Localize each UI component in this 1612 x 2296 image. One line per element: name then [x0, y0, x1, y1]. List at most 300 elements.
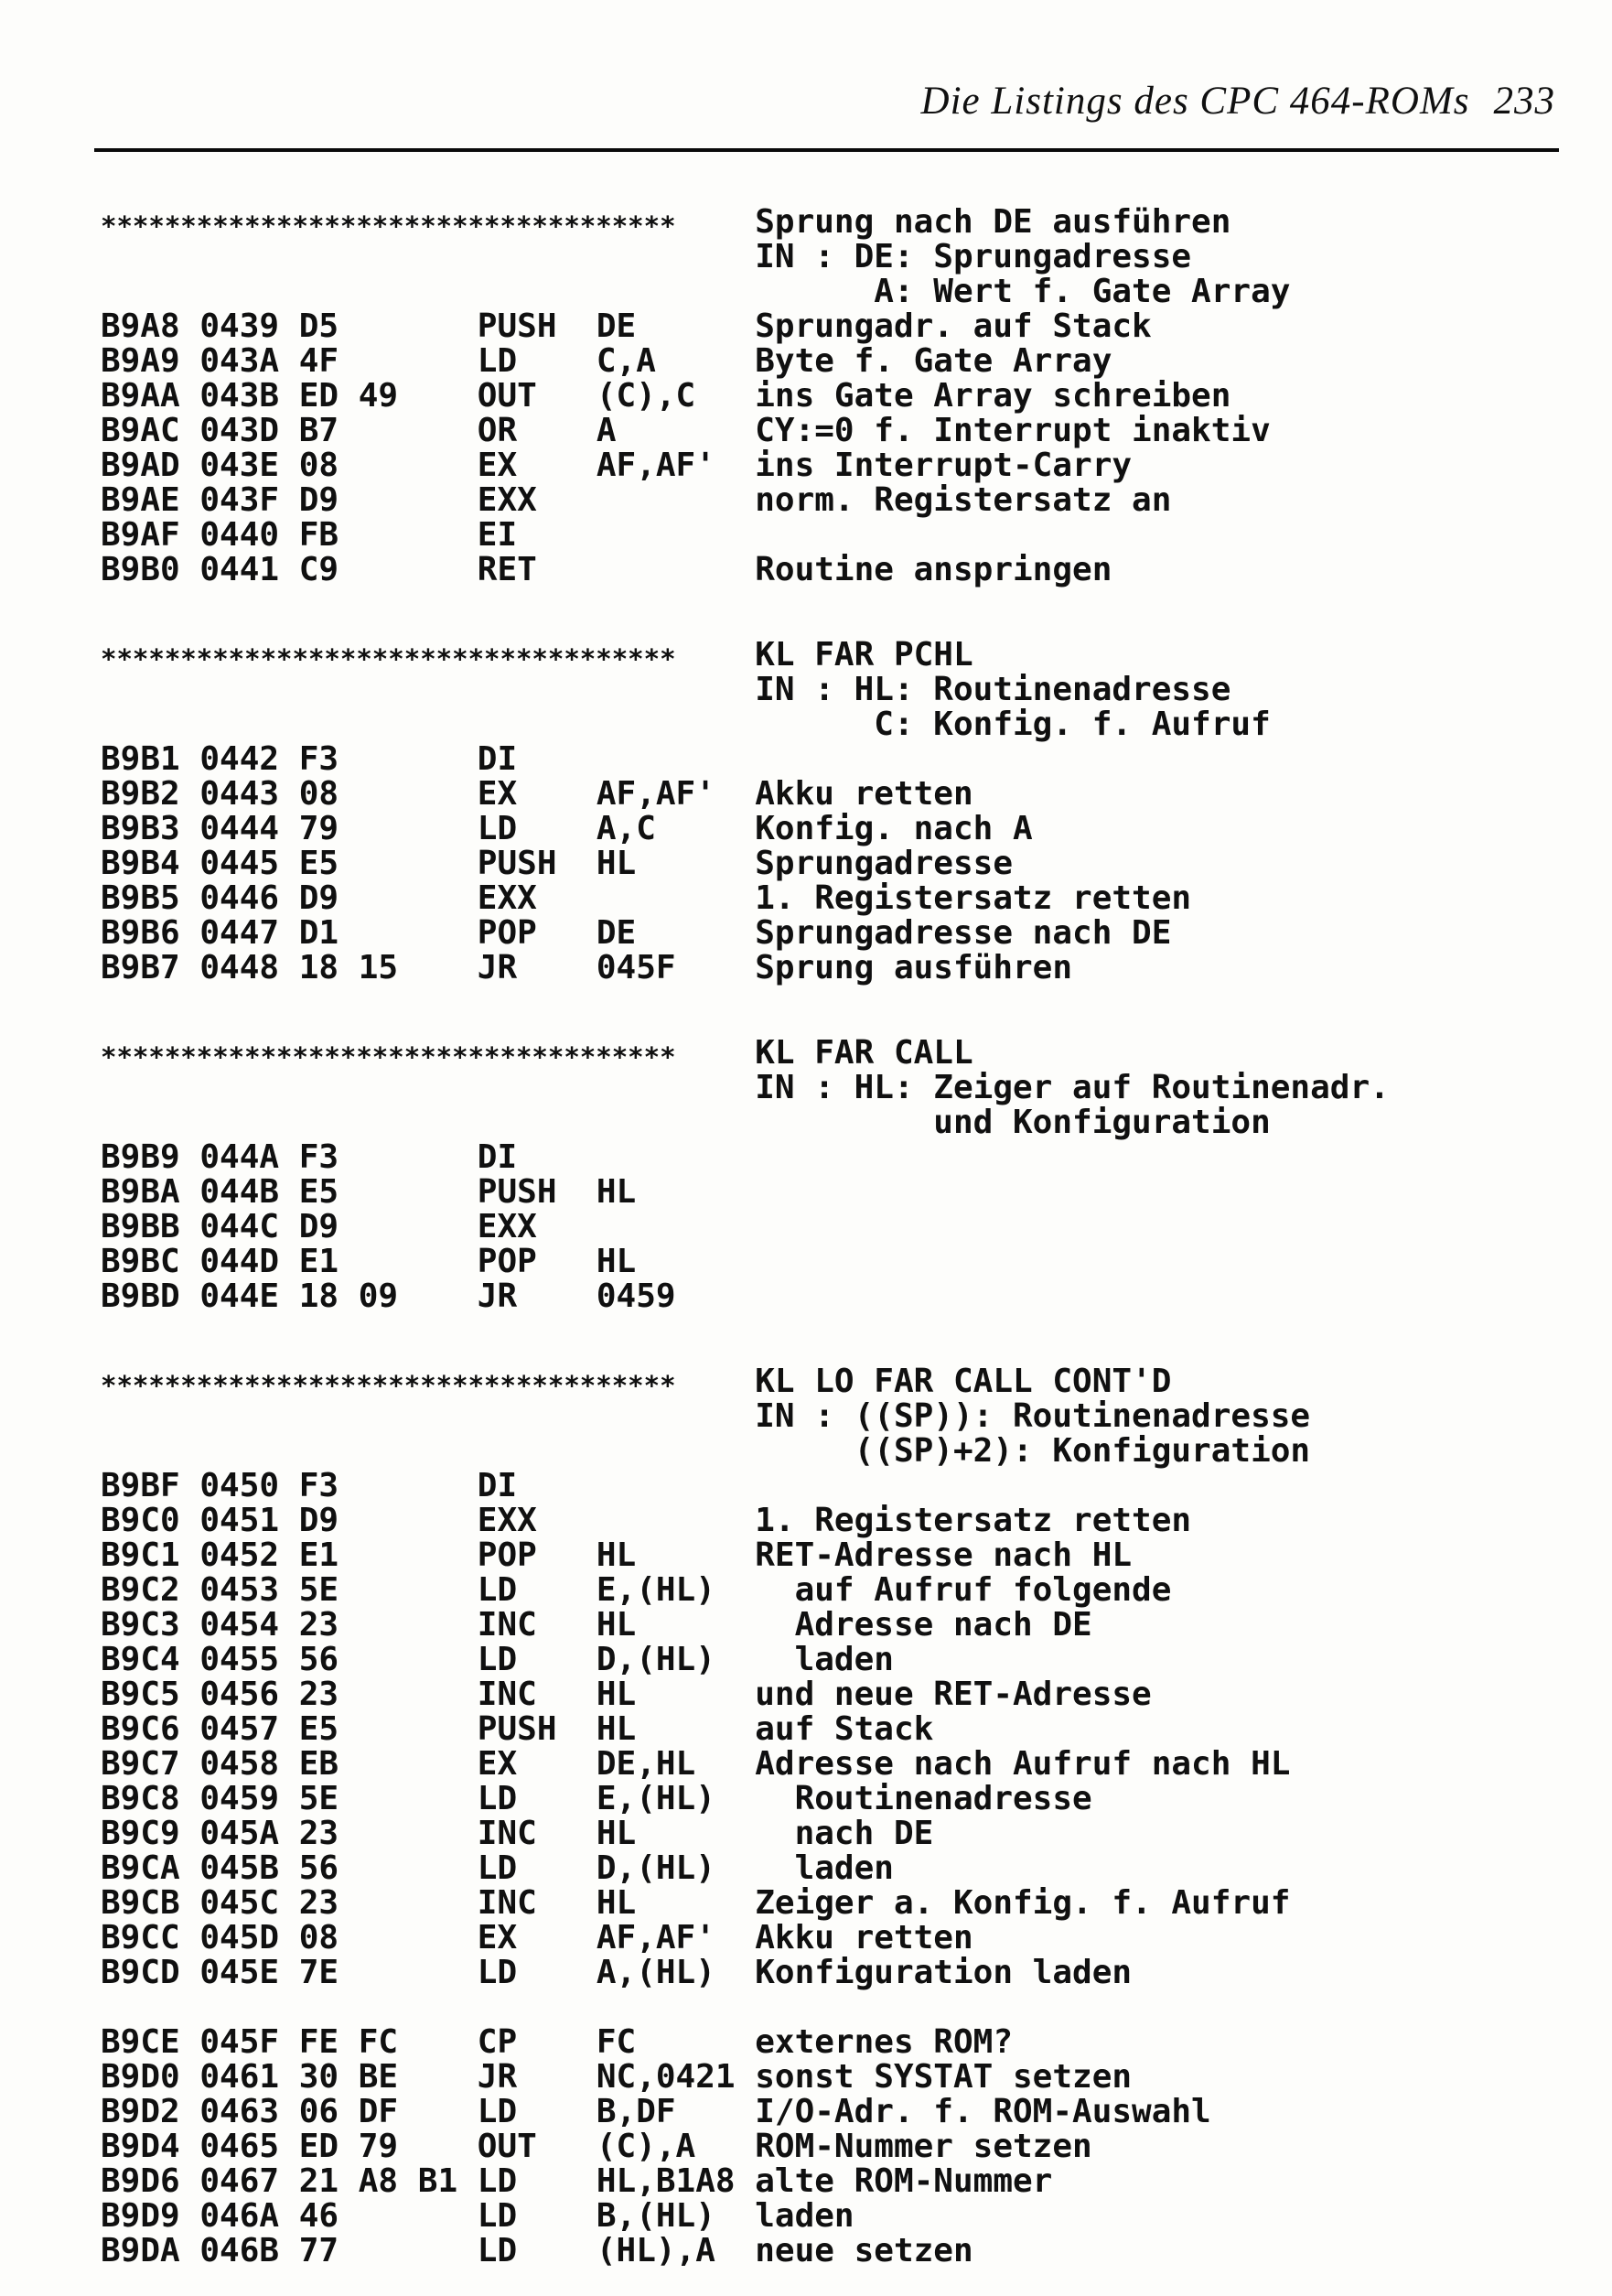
- comment-cell: Akku retten: [755, 1919, 973, 1956]
- listing-row: [101, 1677, 1594, 1712]
- comment-cell: Routine anspringen: [755, 551, 1112, 588]
- bytes-cell: 23: [298, 1606, 339, 1644]
- operand-cell: A,C: [596, 810, 656, 847]
- page-number: 233: [1493, 80, 1555, 123]
- address-cell: B9B0: [101, 551, 180, 588]
- operand-cell: HL: [596, 1815, 637, 1852]
- bytes-cell: 56: [298, 1849, 339, 1887]
- operand-cell: A,(HL): [596, 1954, 715, 1991]
- listing-row: [101, 309, 1594, 344]
- line-number-cell: 044D: [199, 1243, 280, 1280]
- comment-cell: Adresse nach Aufruf nach HL: [755, 1745, 1291, 1783]
- header-comment-line: [101, 275, 1594, 309]
- comment-cell: Sprungadresse: [755, 845, 1013, 882]
- address-cell: B9B6: [101, 914, 180, 952]
- mnemonic-cell: DI: [477, 740, 518, 778]
- line-number-cell: 044C: [199, 1208, 280, 1245]
- operand-cell: HL: [596, 845, 637, 882]
- mnemonic-cell: JR: [477, 1277, 518, 1315]
- bytes-cell: F3: [298, 1138, 339, 1176]
- line-number-cell: 0445: [199, 845, 280, 882]
- address-cell: B9A9: [101, 342, 180, 380]
- bytes-cell: 77: [298, 2232, 339, 2269]
- block-title: Sprung nach DE ausführen: [755, 203, 1231, 241]
- line-number-cell: 045E: [199, 1954, 280, 1991]
- address-cell: B9BA: [101, 1173, 180, 1211]
- bytes-cell: D5: [298, 307, 339, 345]
- listing-row: [101, 2164, 1594, 2199]
- comment-cell: auf Aufruf folgende: [755, 1571, 1172, 1609]
- bytes-cell: ED 79: [298, 2128, 399, 2165]
- address-cell: B9CA: [101, 1849, 180, 1887]
- address-cell: B9C6: [101, 1710, 180, 1748]
- header-comment: IN : DE: Sprungadresse: [755, 238, 1192, 275]
- line-number-cell: 043A: [199, 342, 280, 380]
- comment-cell: sonst SYSTAT setzen: [755, 2058, 1133, 2096]
- address-cell: B9C2: [101, 1571, 180, 1609]
- header-comment: C: Konfig. f. Aufruf: [755, 706, 1271, 743]
- bytes-cell: D9: [298, 1502, 339, 1539]
- operand-cell: HL: [596, 1536, 637, 1574]
- mnemonic-cell: EXX: [477, 879, 537, 917]
- mnemonic-cell: LD: [477, 1641, 518, 1678]
- operand-cell: DE,HL: [596, 1745, 696, 1783]
- bytes-cell: 30 BE: [298, 2058, 399, 2096]
- comment-cell: Adresse nach DE: [755, 1606, 1092, 1644]
- operand-cell: (C),C: [596, 377, 696, 415]
- mnemonic-cell: PUSH: [477, 845, 557, 882]
- listing-row: [101, 2199, 1594, 2234]
- operand-cell: FC: [596, 2023, 637, 2061]
- bytes-cell: E1: [298, 1536, 339, 1574]
- header-comment: IN : HL: Zeiger auf Routinenadr.: [755, 1069, 1390, 1106]
- operand-cell: B,(HL): [596, 2197, 715, 2235]
- listing-row: [101, 1245, 1594, 1279]
- mnemonic-cell: EXX: [477, 1502, 537, 1539]
- comment-cell: Byte f. Gate Array: [755, 342, 1112, 380]
- address-cell: B9C9: [101, 1815, 180, 1852]
- mnemonic-cell: LD: [477, 2197, 518, 2235]
- listing-row: [101, 1608, 1594, 1643]
- address-cell: B9D0: [101, 2058, 180, 2096]
- listing-row: [101, 1816, 1594, 1851]
- bytes-cell: D9: [298, 481, 339, 519]
- mnemonic-cell: EX: [477, 775, 518, 813]
- operand-cell: HL: [596, 1710, 637, 1748]
- mnemonic-cell: PUSH: [477, 307, 557, 345]
- bytes-cell: F3: [298, 1467, 339, 1504]
- separator-line: [101, 1036, 1594, 1071]
- mnemonic-cell: EX: [477, 1919, 518, 1956]
- line-number-cell: 0451: [199, 1502, 280, 1539]
- listing-row: [101, 2060, 1594, 2095]
- address-cell: B9C8: [101, 1780, 180, 1817]
- bytes-cell: FB: [298, 516, 339, 554]
- operand-cell: HL: [596, 1243, 637, 1280]
- mnemonic-cell: EXX: [477, 1208, 537, 1245]
- listing-row: [101, 1573, 1594, 1608]
- line-number-cell: 0440: [199, 516, 280, 554]
- address-cell: B9B3: [101, 810, 180, 847]
- mnemonic-cell: LD: [477, 1954, 518, 1991]
- comment-cell: RET-Adresse nach HL: [755, 1536, 1133, 1574]
- separator-asterisks: ************************************: [101, 1041, 676, 1073]
- bytes-cell: 21 A8 B1: [298, 2162, 458, 2200]
- line-number-cell: 044B: [199, 1173, 280, 1211]
- listing-row: [101, 812, 1594, 846]
- comment-cell: Sprungadr. auf Stack: [755, 307, 1152, 345]
- mnemonic-cell: LD: [477, 2232, 518, 2269]
- header-comment: A: Wert f. Gate Array: [755, 273, 1291, 310]
- bytes-cell: D9: [298, 1208, 339, 1245]
- listing-block: [101, 1364, 1594, 2269]
- line-number-cell: 046A: [199, 2197, 280, 2235]
- address-cell: B9BF: [101, 1467, 180, 1504]
- header-comment: IN : HL: Routinenadresse: [755, 671, 1231, 708]
- listing-row: [101, 1538, 1594, 1573]
- comment-cell: Sprungadresse nach DE: [755, 914, 1172, 952]
- address-cell: B9D9: [101, 2197, 180, 2235]
- operand-cell: HL,B1A8: [596, 2162, 736, 2200]
- listing-row: [101, 951, 1594, 986]
- header-comment-line: [101, 707, 1594, 742]
- listing-row: [101, 881, 1594, 916]
- listing-row: [101, 846, 1594, 881]
- listing-row: [101, 1469, 1594, 1504]
- mnemonic-cell: OR: [477, 412, 518, 449]
- comment-cell: ROM-Nummer setzen: [755, 2128, 1092, 2165]
- block-title: KL FAR PCHL: [755, 636, 973, 674]
- line-number-cell: 045D: [199, 1919, 280, 1956]
- comment-cell: 1. Registersatz retten: [755, 1502, 1192, 1539]
- mnemonic-cell: INC: [477, 1884, 537, 1922]
- address-cell: B9C1: [101, 1536, 180, 1574]
- mnemonic-cell: JR: [477, 2058, 518, 2096]
- operand-cell: HL: [596, 1884, 637, 1922]
- bytes-cell: 23: [298, 1884, 339, 1922]
- line-number-cell: 045F: [199, 2023, 280, 2061]
- listing-row: [101, 777, 1594, 812]
- mnemonic-cell: EXX: [477, 481, 537, 519]
- listing-row: [101, 1990, 1594, 2025]
- bytes-cell: FE FC: [298, 2023, 399, 2061]
- address-cell: B9AF: [101, 516, 180, 554]
- address-cell: B9C7: [101, 1745, 180, 1783]
- line-number-cell: 0441: [199, 551, 280, 588]
- line-number-cell: 046B: [199, 2232, 280, 2269]
- bytes-cell: 18 15: [298, 949, 399, 986]
- operand-cell: AF,AF': [596, 447, 715, 484]
- mnemonic-cell: OUT: [477, 377, 537, 415]
- header-comment-line: [101, 1071, 1594, 1105]
- comment-cell: laden: [755, 1849, 894, 1887]
- operand-cell: DE: [596, 307, 637, 345]
- bytes-cell: 46: [298, 2197, 339, 2235]
- address-cell: B9B4: [101, 845, 180, 882]
- bytes-cell: E5: [298, 1173, 339, 1211]
- listing-row: [101, 1175, 1594, 1210]
- header-comment-line: [101, 1434, 1594, 1469]
- header-comment-line: [101, 1399, 1594, 1434]
- listing-row: [101, 1504, 1594, 1538]
- header-comment-line: [101, 240, 1594, 275]
- listing-row: [101, 2095, 1594, 2129]
- address-cell: B9B9: [101, 1138, 180, 1176]
- operand-cell: AF,AF': [596, 1919, 715, 1956]
- listing-block: [101, 638, 1594, 986]
- comment-cell: alte ROM-Nummer: [755, 2162, 1053, 2200]
- comment-cell: CY:=0 f. Interrupt inaktiv: [755, 412, 1271, 449]
- address-cell: B9D6: [101, 2162, 180, 2200]
- mnemonic-cell: PUSH: [477, 1710, 557, 1748]
- operand-cell: (C),A: [596, 2128, 696, 2165]
- operand-cell: D,(HL): [596, 1641, 715, 1678]
- address-cell: B9D4: [101, 2128, 180, 2165]
- line-number-cell: 0463: [199, 2093, 280, 2130]
- listing-row: [101, 916, 1594, 951]
- bytes-cell: ED 49: [298, 377, 399, 415]
- comment-cell: ins Interrupt-Carry: [755, 447, 1133, 484]
- header-rule: [94, 148, 1559, 152]
- comment-cell: Routinenadresse: [755, 1780, 1092, 1817]
- bytes-cell: 7E: [298, 1954, 339, 1991]
- mnemonic-cell: LD: [477, 2162, 518, 2200]
- operand-cell: NC,0421: [596, 2058, 736, 2096]
- operand-cell: E,(HL): [596, 1780, 715, 1817]
- bytes-cell: 23: [298, 1676, 339, 1713]
- mnemonic-cell: PUSH: [477, 1173, 557, 1211]
- address-cell: B9CC: [101, 1919, 180, 1956]
- line-number-cell: 044A: [199, 1138, 280, 1176]
- mnemonic-cell: POP: [477, 1536, 537, 1574]
- address-cell: B9CE: [101, 2023, 180, 2061]
- bytes-cell: E5: [298, 1710, 339, 1748]
- line-number-cell: 0439: [199, 307, 280, 345]
- listing-row: [101, 553, 1594, 587]
- comment-cell: nach DE: [755, 1815, 934, 1852]
- mnemonic-cell: LD: [477, 1780, 518, 1817]
- listing-row: [101, 483, 1594, 518]
- mnemonic-cell: JR: [477, 949, 518, 986]
- block-title: KL FAR CALL: [755, 1034, 973, 1072]
- mnemonic-cell: RET: [477, 551, 537, 588]
- comment-cell: Konfiguration laden: [755, 1954, 1133, 1991]
- address-cell: B9BB: [101, 1208, 180, 1245]
- listing-row: [101, 344, 1594, 379]
- line-number-cell: 0456: [199, 1676, 280, 1713]
- block-title: KL LO FAR CALL CONT'D: [755, 1363, 1172, 1400]
- line-number-cell: 044E: [199, 1277, 280, 1315]
- address-cell: B9BD: [101, 1277, 180, 1315]
- line-number-cell: 0465: [199, 2128, 280, 2165]
- listing-block: [101, 1036, 1594, 1314]
- operand-cell: (HL),A: [596, 2232, 715, 2269]
- header-comment: IN : ((SP)): Routinenadresse: [755, 1397, 1311, 1435]
- listing-row: [101, 1643, 1594, 1677]
- comment-cell: auf Stack: [755, 1710, 934, 1748]
- mnemonic-cell: INC: [477, 1676, 537, 1713]
- bytes-cell: EB: [298, 1745, 339, 1783]
- mnemonic-cell: INC: [477, 1606, 537, 1644]
- line-number-cell: 045B: [199, 1849, 280, 1887]
- mnemonic-cell: INC: [477, 1815, 537, 1852]
- line-number-cell: 0442: [199, 740, 280, 778]
- line-number-cell: 0452: [199, 1536, 280, 1574]
- listing-row: [101, 742, 1594, 777]
- operand-cell: 045F: [596, 949, 676, 986]
- mnemonic-cell: POP: [477, 914, 537, 952]
- header-comment-line: [101, 673, 1594, 707]
- address-cell: B9CB: [101, 1884, 180, 1922]
- operand-cell: B,DF: [596, 2093, 676, 2130]
- mnemonic-cell: POP: [477, 1243, 537, 1280]
- operand-cell: E,(HL): [596, 1571, 715, 1609]
- header-comment-line: [101, 1105, 1594, 1140]
- line-number-cell: 045A: [199, 1815, 280, 1852]
- listing-row: [101, 1851, 1594, 1886]
- operand-cell: 0459: [596, 1277, 676, 1315]
- bytes-cell: 08: [298, 775, 339, 813]
- listing-row: [101, 414, 1594, 448]
- bytes-cell: 18 09: [298, 1277, 399, 1315]
- line-number-cell: 043D: [199, 412, 280, 449]
- comment-cell: externes ROM?: [755, 2023, 1013, 2061]
- address-cell: B9AA: [101, 377, 180, 415]
- address-cell: B9CD: [101, 1954, 180, 1991]
- mnemonic-cell: OUT: [477, 2128, 537, 2165]
- listing-row: [101, 1712, 1594, 1747]
- bytes-cell: 06 DF: [298, 2093, 399, 2130]
- listing-row: [101, 1921, 1594, 1956]
- address-cell: B9B5: [101, 879, 180, 917]
- separator-asterisks: ************************************: [101, 643, 676, 674]
- line-number-cell: 0454: [199, 1606, 280, 1644]
- bytes-cell: B7: [298, 412, 339, 449]
- separator-line: [101, 638, 1594, 673]
- comment-cell: Konfig. nach A: [755, 810, 1033, 847]
- mnemonic-cell: DI: [477, 1467, 518, 1504]
- bytes-cell: D9: [298, 879, 339, 917]
- comment-cell: neue setzen: [755, 2232, 973, 2269]
- comment-cell: laden: [755, 1641, 894, 1678]
- bytes-cell: 79: [298, 810, 339, 847]
- mnemonic-cell: CP: [477, 2023, 518, 2061]
- listing-row: [101, 518, 1594, 553]
- separator-asterisks: ************************************: [101, 210, 676, 242]
- line-number-cell: 0448: [199, 949, 280, 986]
- address-cell: B9A8: [101, 307, 180, 345]
- listing-block: [101, 205, 1594, 587]
- address-cell: B9AC: [101, 412, 180, 449]
- bytes-cell: 56: [298, 1641, 339, 1678]
- address-cell: B9BC: [101, 1243, 180, 1280]
- address-cell: B9C0: [101, 1502, 180, 1539]
- address-cell: B9AE: [101, 481, 180, 519]
- bytes-cell: 5E: [298, 1571, 339, 1609]
- line-number-cell: 043E: [199, 447, 280, 484]
- operand-cell: A: [596, 412, 617, 449]
- bytes-cell: 5E: [298, 1780, 339, 1817]
- line-number-cell: 0446: [199, 879, 280, 917]
- line-number-cell: 043B: [199, 377, 280, 415]
- running-head: [91, 79, 1555, 124]
- mnemonic-cell: DI: [477, 1138, 518, 1176]
- bytes-cell: 08: [298, 1919, 339, 1956]
- line-number-cell: 0453: [199, 1571, 280, 1609]
- line-number-cell: 043F: [199, 481, 280, 519]
- bytes-cell: D1: [298, 914, 339, 952]
- comment-cell: norm. Registersatz an: [755, 481, 1172, 519]
- comment-cell: Zeiger a. Konfig. f. Aufruf: [755, 1884, 1291, 1922]
- mnemonic-cell: LD: [477, 2093, 518, 2130]
- address-cell: B9B7: [101, 949, 180, 986]
- listing-row: [101, 1782, 1594, 1816]
- mnemonic-cell: LD: [477, 342, 518, 380]
- comment-cell: laden: [755, 2197, 854, 2235]
- mnemonic-cell: EX: [477, 447, 518, 484]
- header-comment: ((SP)+2): Konfiguration: [755, 1432, 1311, 1470]
- bytes-cell: 08: [298, 447, 339, 484]
- line-number-cell: 0450: [199, 1467, 280, 1504]
- mnemonic-cell: LD: [477, 810, 518, 847]
- operand-cell: DE: [596, 914, 637, 952]
- listing-row: [101, 1210, 1594, 1245]
- bytes-cell: E1: [298, 1243, 339, 1280]
- mnemonic-cell: EX: [477, 1745, 518, 1783]
- mnemonic-cell: LD: [477, 1849, 518, 1887]
- bytes-cell: 23: [298, 1815, 339, 1852]
- listing-row: [101, 1279, 1594, 1314]
- address-cell: B9DA: [101, 2232, 180, 2269]
- line-number-cell: 0458: [199, 1745, 280, 1783]
- listing: [101, 205, 1594, 2296]
- operand-cell: D,(HL): [596, 1849, 715, 1887]
- listing-row: [101, 2234, 1594, 2269]
- operand-cell: HL: [596, 1173, 637, 1211]
- listing-row: [101, 2025, 1594, 2060]
- line-number-cell: 0467: [199, 2162, 280, 2200]
- listing-row: [101, 1956, 1594, 1990]
- address-cell: B9AD: [101, 447, 180, 484]
- listing-row: [101, 1747, 1594, 1782]
- comment-cell: I/O-Adr. f. ROM-Auswahl: [755, 2093, 1211, 2130]
- listing-row: [101, 1886, 1594, 1921]
- operand-cell: HL: [596, 1676, 637, 1713]
- separator-asterisks: ************************************: [101, 1370, 676, 1401]
- header-comment: und Konfiguration: [755, 1104, 1271, 1141]
- address-cell: B9B1: [101, 740, 180, 778]
- mnemonic-cell: LD: [477, 1571, 518, 1609]
- mnemonic-cell: EI: [477, 516, 518, 554]
- listing-row: [101, 2129, 1594, 2164]
- comment-cell: 1. Registersatz retten: [755, 879, 1192, 917]
- listing-row: [101, 379, 1594, 414]
- listing-row: [101, 448, 1594, 483]
- line-number-cell: 045C: [199, 1884, 280, 1922]
- comment-cell: ins Gate Array schreiben: [755, 377, 1231, 415]
- listing-row: [101, 1140, 1594, 1175]
- address-cell: B9C5: [101, 1676, 180, 1713]
- comment-cell: und neue RET-Adresse: [755, 1676, 1152, 1713]
- line-number-cell: 0444: [199, 810, 280, 847]
- address-cell: B9C4: [101, 1641, 180, 1678]
- bytes-cell: 4F: [298, 342, 339, 380]
- line-number-cell: 0447: [199, 914, 280, 952]
- separator-line: [101, 1364, 1594, 1399]
- address-cell: B9B2: [101, 775, 180, 813]
- page-header-title: Die Listings des CPC 464-ROMs: [920, 80, 1470, 123]
- separator-line: [101, 205, 1594, 240]
